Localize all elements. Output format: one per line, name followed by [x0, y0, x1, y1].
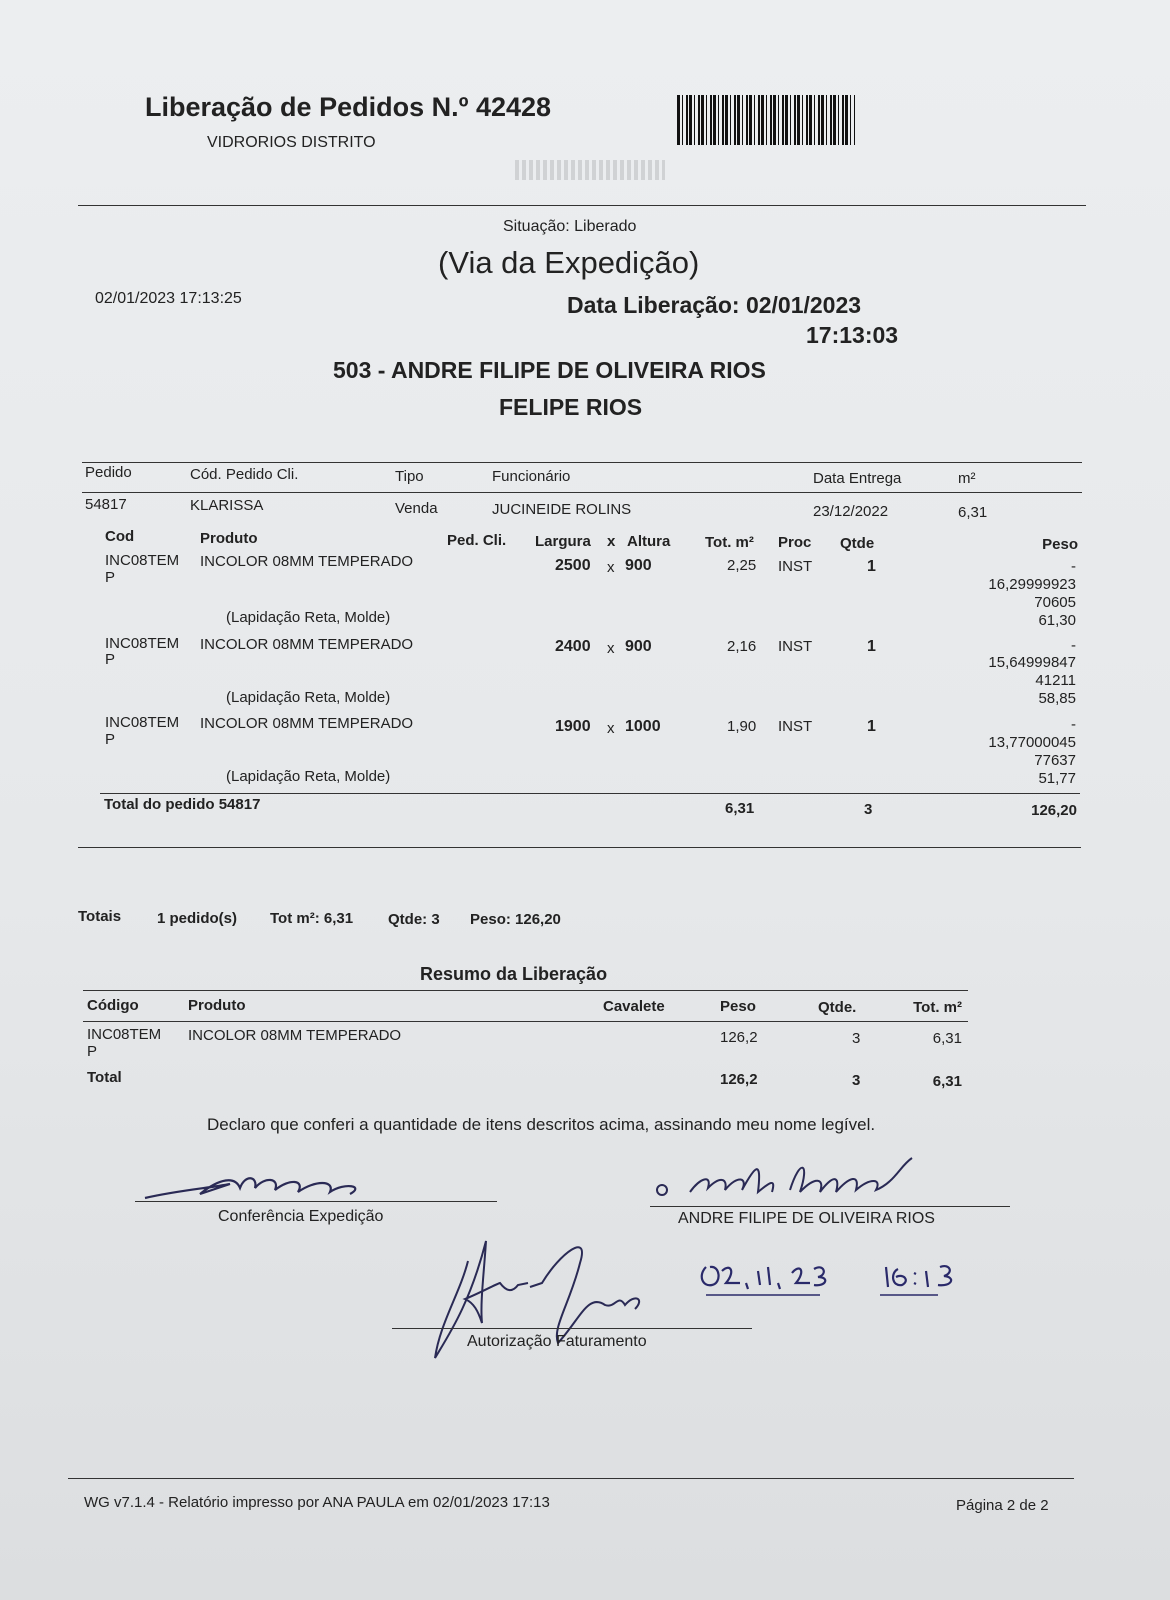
divider: [83, 990, 968, 991]
summary-col-produto: Produto: [188, 997, 246, 1014]
item-peso-raw-cont: 70605: [1034, 594, 1076, 611]
item-peso: 58,85: [1038, 690, 1076, 707]
delivery-date: 23/12/2022: [813, 503, 889, 520]
items-col-ped-cli: Ped. Cli.: [447, 532, 507, 549]
item-detail: (Lapidação Reta, Molde): [226, 768, 391, 785]
summary-product: INCOLOR 08MM TEMPERADO: [188, 1027, 402, 1044]
col-m2: m²: [958, 470, 976, 487]
item-code-cont: P: [105, 731, 116, 748]
divider: [78, 205, 1086, 206]
item-width: 2400: [555, 638, 591, 655]
items-col-cod: Cod: [105, 528, 135, 545]
document-title: Liberação de Pedidos N.º 42428: [145, 92, 552, 122]
authorization-label: Autorização Faturamento: [467, 1333, 647, 1350]
faded-stamp: [515, 160, 665, 180]
col-cod-pedido-cli: Cód. Pedido Cli.: [190, 466, 299, 483]
release-date: Data Liberação: 02/01/2023: [567, 292, 862, 318]
item-width: 1900: [555, 718, 591, 735]
print-datetime: 02/01/2023 17:13:25: [95, 290, 242, 307]
items-col-x: x: [607, 533, 616, 550]
item-height: 900: [625, 638, 652, 655]
item-peso: 61,30: [1038, 612, 1076, 629]
summary-total-peso: 126,2: [720, 1071, 758, 1088]
col-tipo: Tipo: [395, 468, 424, 485]
order-type: Venda: [395, 500, 438, 517]
client-nickname: FELIPE RIOS: [499, 394, 643, 420]
order-total-label: Total do pedido 54817: [104, 796, 261, 813]
item-x: x: [607, 640, 615, 657]
col-pedido: Pedido: [85, 464, 132, 481]
summary-code-cont: P: [87, 1043, 98, 1060]
item-proc: INST: [778, 558, 813, 575]
totals-qtde: Qtde: 3: [388, 911, 440, 928]
expedition-signature: [140, 1158, 380, 1203]
item-peso-dash: -: [1071, 558, 1076, 575]
item-peso-dash: -: [1071, 716, 1076, 733]
totals-orders: 1 pedido(s): [157, 910, 238, 927]
page-number: Página 2 de 2: [956, 1497, 1049, 1514]
item-qtde: 1: [867, 638, 876, 655]
item-product: INCOLOR 08MM TEMPERADO: [200, 553, 414, 570]
item-peso-dash: -: [1071, 637, 1076, 654]
item-peso-raw: 15,64999847: [988, 654, 1076, 671]
divider: [83, 1021, 968, 1022]
order-m2: 6,31: [958, 504, 988, 521]
client-order-code: KLARISSA: [190, 497, 264, 514]
item-code: INC08TEM: [105, 635, 180, 652]
item-product: INCOLOR 08MM TEMPERADO: [200, 636, 414, 653]
item-code: INC08TEM: [105, 552, 180, 569]
item-height: 1000: [625, 718, 661, 735]
item-product: INCOLOR 08MM TEMPERADO: [200, 715, 414, 732]
totals-m2: Tot m²: 6,31: [270, 910, 354, 927]
company-name: VIDRORIOS DISTRITO: [207, 134, 376, 151]
order-total-m2: 6,31: [725, 800, 755, 817]
item-proc: INST: [778, 718, 813, 735]
declaration-text: Declaro que conferi a quantidade de itens descritos acima, assinando meu nome legível.: [207, 1115, 876, 1134]
client-signature: [650, 1148, 930, 1206]
summary-total-qtde: 3: [852, 1072, 861, 1089]
signature-line: [650, 1206, 1010, 1207]
item-qtde: 1: [867, 558, 876, 575]
summary-col-codigo: Código: [87, 997, 139, 1014]
item-proc: INST: [778, 638, 813, 655]
items-col-tot-m2: Tot. m²: [705, 534, 754, 551]
item-x: x: [607, 720, 615, 737]
item-tot-m2: 2,16: [727, 638, 757, 655]
item-height: 900: [625, 557, 652, 574]
item-peso-raw: 13,77000045: [988, 734, 1076, 751]
release-time: 17:13:03: [806, 322, 899, 348]
totals-peso: Peso: 126,20: [470, 911, 561, 928]
signature-line: [135, 1201, 497, 1202]
order-number: 54817: [85, 496, 127, 513]
summary-qtde: 3: [852, 1030, 861, 1047]
divider: [82, 492, 1082, 493]
col-funcionario: Funcionário: [492, 468, 571, 485]
item-peso-raw-cont: 41211: [1035, 672, 1076, 689]
client-name: 503 - ANDRE FILIPE DE OLIVEIRA RIOS: [333, 357, 766, 383]
footer-divider: [68, 1478, 1074, 1479]
divider: [78, 847, 1081, 848]
signature-line: [392, 1328, 752, 1329]
order-total-qtde: 3: [864, 801, 873, 818]
divider: [82, 462, 1082, 463]
via-label: (Via da Expedição): [438, 245, 700, 280]
item-width: 2500: [555, 557, 591, 574]
summary-tot-m2: 6,31: [932, 1030, 962, 1047]
item-code-cont: P: [105, 651, 116, 668]
items-col-peso: Peso: [1042, 536, 1078, 553]
item-code-cont: P: [105, 569, 116, 586]
item-detail: (Lapidação Reta, Molde): [226, 689, 391, 706]
summary-title: Resumo da Liberação: [420, 964, 608, 984]
barcode: [677, 95, 855, 145]
items-col-produto: Produto: [200, 530, 258, 547]
item-code: INC08TEM: [105, 714, 180, 731]
summary-col-qtde: Qtde.: [818, 999, 857, 1016]
handwritten-date: [700, 1255, 990, 1305]
item-peso-raw: 16,29999923: [988, 576, 1076, 593]
item-detail: (Lapidação Reta, Molde): [226, 609, 391, 626]
summary-total-tot-m2: 6,31: [932, 1073, 962, 1090]
item-peso-raw-cont: 77637: [1034, 752, 1076, 769]
totals-label: Totais: [78, 908, 122, 925]
summary-code: INC08TEM: [87, 1026, 162, 1043]
item-x: x: [607, 559, 615, 576]
footer-print-info: WG v7.1.4 - Relatório impresso por ANA PAULA em 02/01/2023 17:13: [84, 1494, 550, 1511]
order-total-peso: 126,20: [1031, 802, 1077, 819]
summary-total-label: Total: [87, 1069, 122, 1086]
expedition-label: Conferência Expedição: [218, 1208, 384, 1225]
items-col-qtde: Qtde: [840, 535, 875, 552]
item-qtde: 1: [867, 718, 876, 735]
summary-peso: 126,2: [720, 1029, 758, 1046]
divider: [100, 793, 1080, 794]
summary-col-peso: Peso: [720, 998, 756, 1015]
summary-col-cavalete: Cavalete: [603, 998, 665, 1015]
item-tot-m2: 1,90: [727, 718, 757, 735]
items-col-proc: Proc: [778, 534, 812, 551]
client-signature-label: ANDRE FILIPE DE OLIVEIRA RIOS: [678, 1210, 935, 1227]
items-col-largura: Largura: [535, 533, 591, 550]
col-data-entrega: Data Entrega: [813, 470, 902, 487]
item-tot-m2: 2,25: [727, 557, 757, 574]
summary-col-tot-m2: Tot. m²: [913, 999, 962, 1016]
employee: JUCINEIDE ROLINS: [492, 501, 632, 518]
item-peso: 51,77: [1038, 770, 1076, 787]
status-text: Situação: Liberado: [503, 218, 637, 235]
items-col-altura: Altura: [627, 533, 671, 550]
